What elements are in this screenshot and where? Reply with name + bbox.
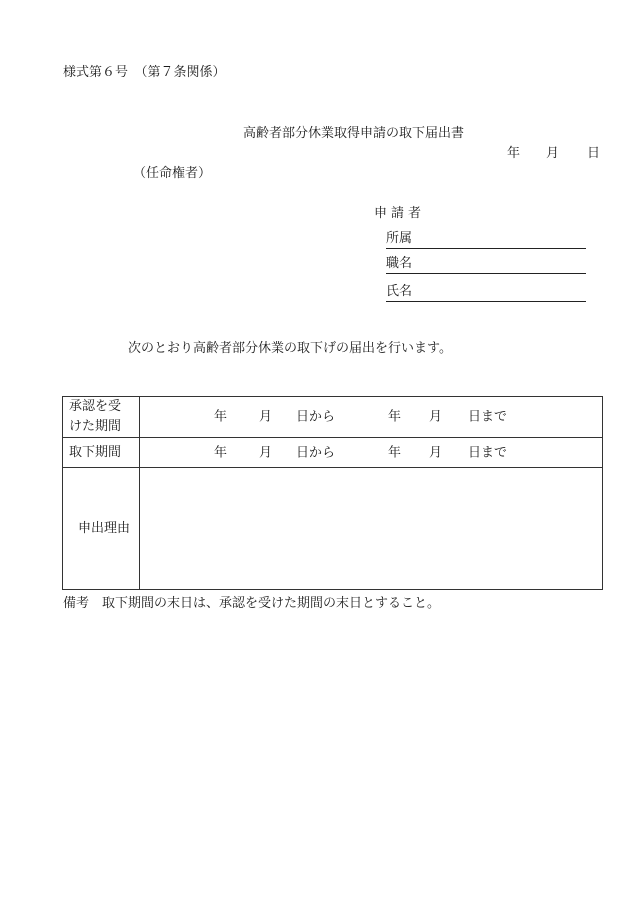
reason-cell[interactable] bbox=[140, 468, 603, 590]
request-table bbox=[62, 396, 603, 590]
date-day-label: 日 bbox=[587, 146, 601, 161]
table-row-approved-period bbox=[63, 397, 603, 438]
withdrawal-from-year: 年 bbox=[214, 445, 228, 460]
approved-period-cell[interactable] bbox=[140, 397, 603, 438]
table-row-reason bbox=[63, 468, 603, 590]
document-title: 高齢者部分休業取得申請の取下届出書 bbox=[243, 126, 465, 141]
withdrawal-to-day: 日まで bbox=[468, 445, 508, 460]
form-number: 様式第６号 （第７条関係） bbox=[63, 65, 226, 80]
name-field[interactable] bbox=[386, 285, 586, 302]
date-month-label: 月 bbox=[546, 146, 560, 161]
approved-from-day: 日から bbox=[296, 409, 336, 425]
withdrawal-from-month: 月 bbox=[259, 445, 273, 460]
addressee: （任命権者） bbox=[133, 166, 212, 181]
affiliation-label: 所属 bbox=[386, 231, 413, 246]
affiliation-field[interactable] bbox=[386, 232, 586, 249]
reason-label: 申出理由 bbox=[63, 468, 140, 590]
table-row-withdrawal-period bbox=[63, 438, 603, 468]
statement-text: 次のとおり高齢者部分休業の取下げの届出を行います。 bbox=[128, 341, 452, 356]
job-title-label: 職名 bbox=[386, 256, 413, 271]
approved-to-day: 日まで bbox=[468, 409, 508, 425]
date-year-label: 年 bbox=[507, 146, 521, 161]
remarks-note: 備考 取下期間の末日は、承認を受けた期間の末日とすること。 bbox=[63, 596, 441, 611]
applicant-label: 申請者 bbox=[374, 206, 426, 221]
withdrawal-from-day: 日から bbox=[296, 445, 336, 460]
withdrawal-to-month: 月 bbox=[429, 445, 443, 460]
approved-period-label: 承認を受 けた期間 bbox=[63, 397, 140, 438]
date-line bbox=[507, 147, 600, 160]
approved-from-year: 年 bbox=[214, 409, 228, 425]
withdrawal-to-year: 年 bbox=[388, 445, 402, 460]
approved-from-month: 月 bbox=[259, 409, 273, 425]
name-label: 氏名 bbox=[386, 284, 413, 299]
approved-to-month: 月 bbox=[429, 409, 443, 425]
job-title-field[interactable] bbox=[386, 257, 586, 274]
approved-to-year: 年 bbox=[388, 409, 402, 425]
withdrawal-period-label: 取下期間 bbox=[63, 438, 140, 468]
withdrawal-period-cell[interactable] bbox=[140, 438, 603, 468]
